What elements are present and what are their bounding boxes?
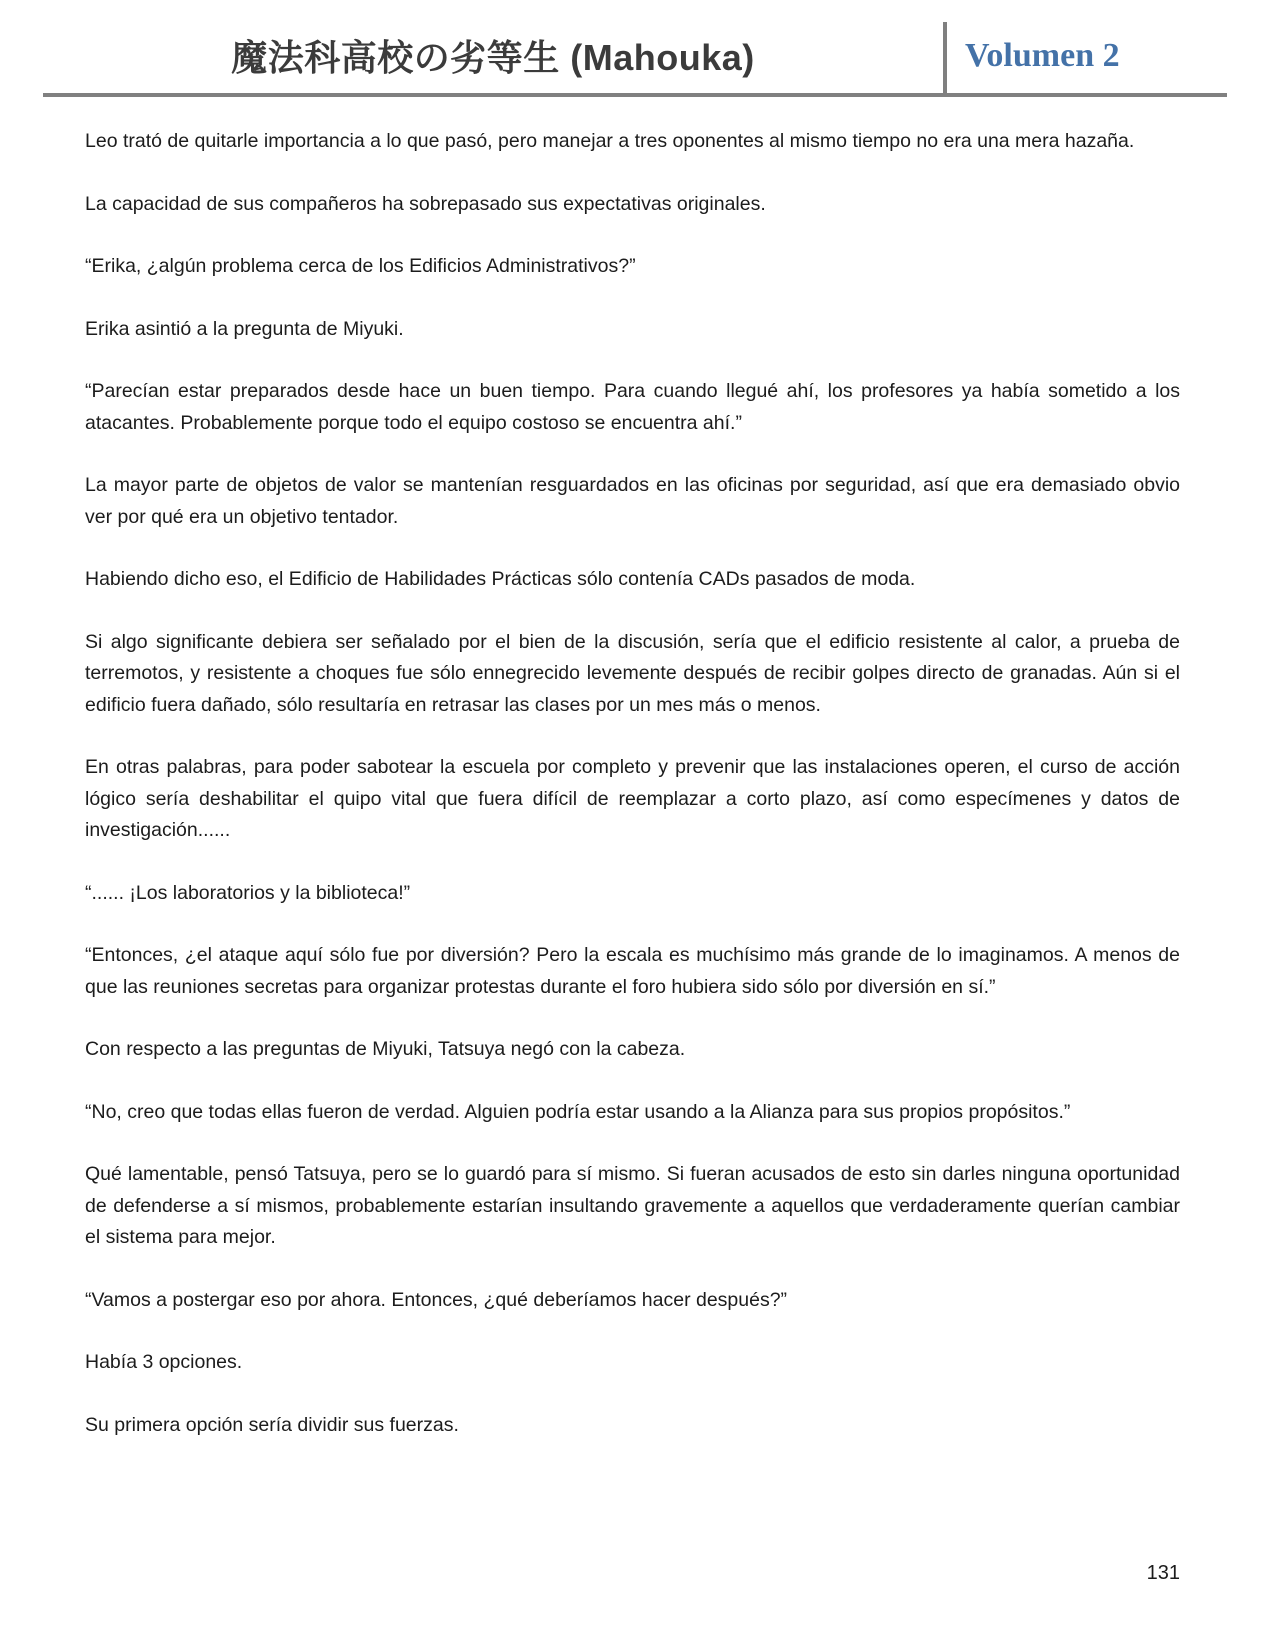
- paragraph: Qué lamentable, pensó Tatsuya, pero se lo guardó para sí mismo. Si fueran acusados de esto sin darles ninguna oportunidad de defenderse a sí mismos, probablemente estarían insultando gravemente a aquellos que verdaderamente querían cambiar el sistema para mejor.: [85, 1163, 1180, 1248]
- paragraph: “...... ¡Los laboratorios y la biblioteca!”: [85, 881, 411, 904]
- paragraph: “Entonces, ¿el ataque aquí sólo fue por diversión? Pero la escala es muchísimo más grande de lo imaginamos. A menos de que las reuniones secretas para organizar protestas durante el foro hubiera sido sólo por diversión en sí.”: [85, 944, 1180, 998]
- paragraph: Su primera opción sería dividir sus fuerzas.: [85, 1413, 459, 1436]
- paragraph: “Parecían estar preparados desde hace un buen tiempo. Para cuando llegué ahí, los profesores ya había sometido a los atacantes. Probablemente porque todo el equipo costoso se encuentra ahí.”: [85, 380, 1180, 434]
- paragraph: Con respecto a las preguntas de Miyuki, Tatsuya negó con la cabeza.: [85, 1038, 686, 1060]
- paragraph: Había 3 opciones.: [85, 1351, 243, 1373]
- page-number: 131: [1146, 1562, 1180, 1584]
- paragraph: “Vamos a postergar eso por ahora. Entonces, ¿qué deberíamos hacer después?”: [85, 1288, 788, 1311]
- header-title-area: [43, 22, 943, 93]
- page-header: [43, 22, 1227, 93]
- page-body: [85, 126, 1180, 1441]
- volume-label: Volumen 2: [965, 36, 1120, 74]
- paragraph: “No, creo que todas ellas fueron de verdad. Alguien podría estar usando a la Alianza para sus propios propósitos.”: [85, 1100, 1071, 1123]
- header-rule: [43, 93, 1227, 97]
- paragraph: En otras palabras, para poder sabotear la escuela por completo y prevenir que las instalaciones operen, el curso de acción lógico sería deshabilitar el quipo vital que fuera difícil de reemplazar a corto plazo, así como especímenes y datos de investigación......: [85, 756, 1180, 841]
- book-title: 魔法科高校の劣等生 (Mahouka): [231, 37, 755, 78]
- paragraph: Si algo significante debiera ser señalado por el bien de la discusión, sería que el edificio resistente al calor, a prueba de terremotos, y resistente a choques fue sólo ennegrecido levemente después de recibir golpes directo de granadas. Aún si el edificio fuera dañado, sólo resultaría en retrasar las clases por un mes más o menos.: [85, 630, 1180, 716]
- paragraph: La capacidad de sus compañeros ha sobrepasado sus expectativas originales.: [85, 192, 766, 215]
- paragraph: “Erika, ¿algún problema cerca de los Edificios Administrativos?”: [85, 255, 636, 277]
- paragraph: Erika asintió a la pregunta de Miyuki.: [85, 317, 404, 340]
- paragraph: La mayor parte de objetos de valor se mantenían resguardados en las oficinas por seguridad, así que era demasiado obvio ver por qué era un objetivo tentador.: [85, 474, 1180, 528]
- header-volume-area: [943, 22, 1227, 93]
- paragraph: Habiendo dicho eso, el Edificio de Habilidades Prácticas sólo contenía CADs pasados de moda.: [85, 568, 916, 590]
- paragraph: Leo trató de quitarle importancia a lo que pasó, pero manejar a tres oponentes al mismo tiempo no era una mera hazaña.: [85, 130, 1135, 152]
